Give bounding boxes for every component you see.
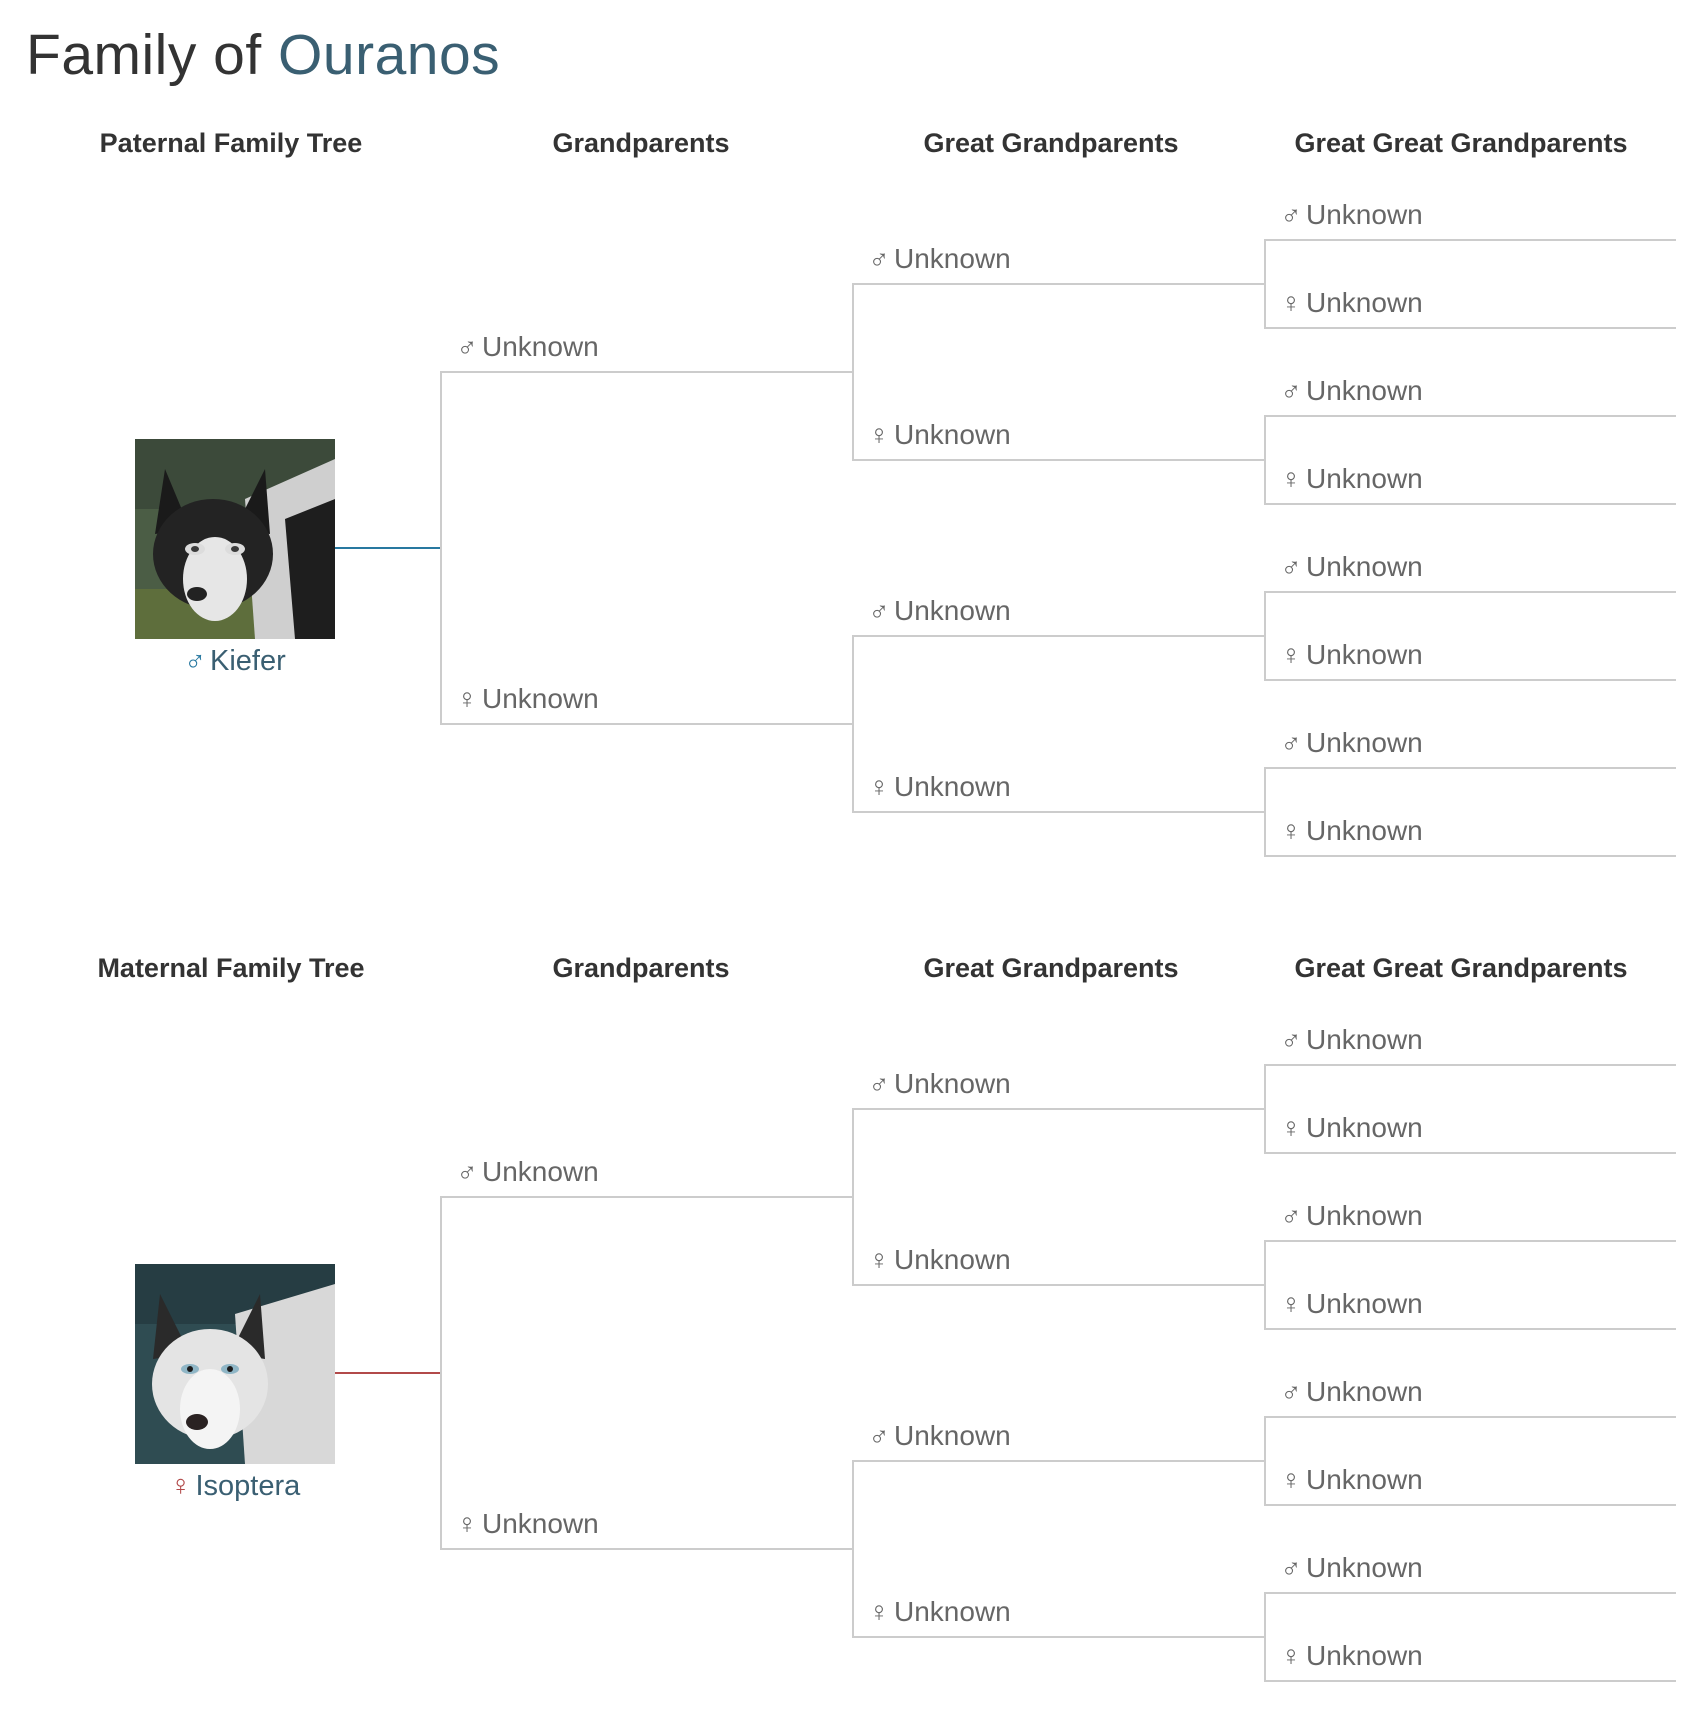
pedigree-connector-horizontal [852,811,1264,813]
pedigree-connector-horizontal [1264,1064,1676,1066]
pedigree-connector-horizontal [1264,767,1676,769]
ancestor-link[interactable] [1278,199,1423,231]
male-icon: ♂ [1280,1200,1302,1231]
ancestor-link[interactable] [1278,639,1423,671]
pedigree-connector-horizontal [440,1548,852,1550]
ancestor-name: Unknown [1306,287,1423,318]
ancestor-link[interactable] [866,243,1011,275]
ancestor-name: Unknown [894,1420,1011,1451]
pedigree-connector-horizontal [1264,503,1676,505]
ancestor-name: Unknown [1306,815,1423,846]
ancestor-link[interactable] [866,1420,1011,1452]
pedigree-connector-horizontal [852,1460,1264,1462]
ancestor-link[interactable] [866,1596,1011,1628]
subject-connector-line [335,547,440,549]
ancestor-name: Unknown [894,1244,1011,1275]
female-icon: ♀ [868,771,890,802]
pedigree-connector-vertical [1264,591,1266,679]
ancestor-name: Unknown [894,771,1011,802]
pedigree-connector-horizontal [1264,1240,1676,1242]
pedigree-connector-vertical [852,1460,854,1636]
pedigree-connector-horizontal [440,371,852,373]
male-icon: ♂ [456,1156,478,1187]
ancestor-name: Unknown [1306,1112,1423,1143]
paternal-family-tree [0,0,1706,846]
ancestor-link[interactable] [866,595,1011,627]
pedigree-connector-vertical [440,371,442,723]
subject-name: Kiefer [209,645,286,677]
male-icon: ♂ [1280,727,1302,758]
pedigree-connector-horizontal [1264,591,1676,593]
ancestor-name: Unknown [1306,551,1423,582]
pedigree-connector-vertical [852,283,854,459]
pedigree-connector-horizontal [1264,1416,1676,1418]
subject-portrait[interactable] [135,439,335,639]
male-icon: ♂ [868,1068,890,1099]
male-icon: ♂ [1280,199,1302,230]
ancestor-name: Unknown [1306,1024,1423,1055]
female-icon: ♀ [868,1596,890,1627]
subject-connector-line [335,1372,440,1374]
paternal-tree-header: Paternal Family Tree [99,128,363,158]
subject-name-link[interactable] [90,645,380,678]
male-icon: ♂ [868,1420,890,1451]
pedigree-connector-horizontal [852,1636,1264,1638]
male-icon: ♂ [1280,551,1302,582]
pedigree-connector-vertical [440,1196,442,1548]
pedigree-connector-vertical [852,635,854,811]
ancestor-link[interactable] [1278,1288,1423,1320]
male-icon: ♂ [456,331,478,362]
grey-black-wolf-portrait [135,439,335,639]
ancestor-link[interactable] [1278,1640,1423,1672]
ancestor-link[interactable] [866,1244,1011,1276]
pedigree-connector-horizontal [1264,679,1676,681]
ancestor-name: Unknown [894,419,1011,450]
ancestor-name: Unknown [1306,727,1423,758]
great-grandparents-header: Great Grandparents [923,128,1179,158]
female-icon: ♀ [1280,1112,1302,1143]
female-icon: ♀ [1280,639,1302,670]
female-icon: ♀ [868,1244,890,1275]
pedigree-connector-horizontal [1264,1592,1676,1594]
male-icon: ♂ [1280,375,1302,406]
pedigree-connector-vertical [1264,239,1266,327]
ancestor-name: Unknown [1306,199,1423,230]
ancestor-name: Unknown [1306,463,1423,494]
pedigree-connector-vertical [1264,1416,1266,1504]
ancestor-name: Unknown [894,1068,1011,1099]
pedigree-connector-horizontal [852,1108,1264,1110]
maternal-tree-header: Maternal Family Tree [97,953,365,983]
pedigree-connector-horizontal [1264,415,1676,417]
female-icon: ♀ [456,683,478,714]
ancestor-link[interactable] [454,1508,599,1540]
ancestor-name: Unknown [1306,639,1423,670]
male-icon: ♂ [868,595,890,626]
female-icon: ♀ [1280,1288,1302,1319]
ancestor-link[interactable] [1278,1200,1423,1232]
ancestor-link[interactable] [1278,1024,1423,1056]
ancestor-name: Unknown [482,683,599,714]
female-icon: ♀ [1280,815,1302,846]
female-icon: ♀ [1280,463,1302,494]
female-icon: ♀ [1280,1464,1302,1495]
ancestor-name: Unknown [482,1508,599,1539]
white-wolf-portrait [135,1264,335,1464]
ancestor-link[interactable] [1278,1112,1423,1144]
ancestor-name: Unknown [1306,1640,1423,1671]
ancestor-name: Unknown [1306,1464,1423,1495]
pedigree-connector-vertical [1264,1064,1266,1152]
pedigree-connector-horizontal [1264,1504,1676,1506]
great-great-grandparents-header: Great Great Grandparents [1294,953,1628,983]
ancestor-name: Unknown [894,1596,1011,1627]
female-icon: ♀ [169,1470,192,1502]
ancestor-name: Unknown [894,243,1011,274]
female-icon: ♀ [1280,1640,1302,1671]
female-icon: ♀ [456,1508,478,1539]
ancestor-name: Unknown [1306,375,1423,406]
ancestor-link[interactable] [866,771,1011,803]
ancestor-link[interactable] [1278,463,1423,495]
ancestor-link[interactable] [454,1156,599,1188]
great-grandparents-header: Great Grandparents [923,953,1179,983]
page-title-name: Ouranos [278,23,501,87]
male-icon: ♂ [1280,1376,1302,1407]
pedigree-connector-horizontal [440,1196,852,1198]
male-icon: ♂ [868,243,890,274]
ancestor-name: Unknown [482,1156,599,1187]
pedigree-connector-vertical [852,1108,854,1284]
ancestor-name: Unknown [1306,1288,1423,1319]
pedigree-connector-horizontal [1264,327,1676,329]
great-great-grandparents-header: Great Great Grandparents [1294,128,1628,158]
female-icon: ♀ [868,419,890,450]
ancestor-link[interactable] [454,331,599,363]
ancestor-link[interactable] [1278,1376,1423,1408]
male-icon: ♂ [1280,1552,1302,1583]
ancestor-name: Unknown [894,595,1011,626]
ancestor-link[interactable] [1278,287,1423,319]
ancestor-link[interactable] [1278,1464,1423,1496]
pedigree-connector-vertical [1264,1592,1266,1680]
ancestor-link[interactable] [1278,375,1423,407]
grandparents-header: Grandparents [552,128,730,158]
ancestor-link[interactable] [1278,1552,1423,1584]
pedigree-connector-horizontal [1264,1680,1676,1682]
pedigree-connector-horizontal [440,723,852,725]
ancestor-link[interactable] [1278,551,1423,583]
ancestor-name: Unknown [482,331,599,362]
male-icon: ♂ [1280,1024,1302,1055]
pedigree-connector-horizontal [852,635,1264,637]
maternal-family-tree [0,825,1706,1671]
subject-name-link[interactable] [90,1470,380,1503]
ancestor-name: Unknown [1306,1376,1423,1407]
ancestor-link[interactable] [866,1068,1011,1100]
pedigree-connector-vertical [1264,415,1266,503]
pedigree-connector-horizontal [1264,1152,1676,1154]
pedigree-connector-horizontal [1264,239,1676,241]
ancestor-name: Unknown [1306,1200,1423,1231]
male-icon: ♂ [184,645,206,677]
grandparents-header: Grandparents [552,953,730,983]
female-icon: ♀ [1280,287,1302,318]
subject-name: Isoptera [195,1470,301,1502]
pedigree-connector-horizontal [852,1284,1264,1286]
pedigree-connector-horizontal [1264,1328,1676,1330]
ancestor-name: Unknown [1306,1552,1423,1583]
ancestor-link[interactable] [1278,727,1423,759]
pedigree-connector-horizontal [852,459,1264,461]
ancestor-link[interactable] [866,419,1011,451]
ancestor-link[interactable] [454,683,599,715]
subject-portrait[interactable] [135,1264,335,1464]
page-title-prefix: Family of [26,23,262,87]
pedigree-connector-horizontal [852,283,1264,285]
pedigree-connector-vertical [1264,1240,1266,1328]
